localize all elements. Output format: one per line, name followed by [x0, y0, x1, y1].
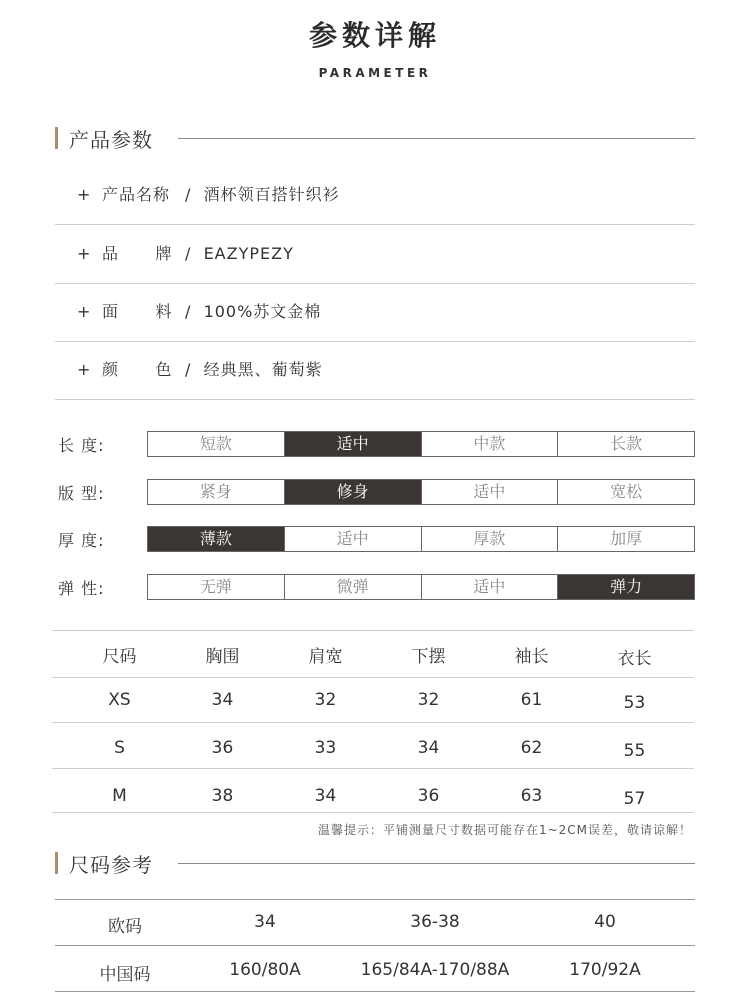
- table-cell: 38: [211, 786, 234, 806]
- table-row-line: [52, 722, 694, 723]
- ref-cell: 中国码: [99, 965, 151, 985]
- scale-label-thickness: 厚 度:: [58, 531, 105, 550]
- param-label: 产品名称: [102, 185, 171, 204]
- param-label: 面 料: [102, 302, 173, 321]
- scale-option-selected: 修身: [285, 480, 422, 504]
- section-divider-line: [178, 138, 695, 139]
- table-cell: 53: [623, 693, 646, 713]
- section-divider-line: [178, 863, 695, 864]
- section-accent-bar: [55, 852, 58, 874]
- ref-row-eu: [55, 912, 695, 936]
- scale-elasticity: [147, 574, 695, 600]
- table-row: [68, 690, 694, 713]
- ref-table-bottom-line: [55, 991, 695, 992]
- scale-option: 宽松: [610, 482, 643, 501]
- table-cell: 62: [520, 738, 543, 758]
- table-header-cell: 肩宽: [308, 647, 343, 667]
- scale-option: 中款: [422, 432, 559, 456]
- table-cell: M: [112, 786, 127, 806]
- table-header-cell: 衣长: [617, 649, 652, 669]
- table-cell: 32: [314, 690, 337, 710]
- plus-icon: +: [77, 185, 91, 204]
- table-cell: S: [114, 738, 125, 758]
- scale-option: 无弹: [148, 575, 285, 599]
- table-cell: 34: [417, 738, 440, 758]
- ref-cell: 40: [594, 912, 616, 932]
- param-label: 品 牌: [102, 244, 173, 263]
- scale-option: 适中: [422, 575, 559, 599]
- ref-cell: 170/92A: [569, 960, 641, 980]
- param-label: 颜 色: [102, 360, 173, 379]
- table-cell: 55: [623, 741, 646, 761]
- param-row-brand: [55, 225, 695, 284]
- table-cell: 34: [211, 690, 234, 710]
- table-cell: 61: [520, 690, 543, 710]
- scale-length: [147, 431, 695, 457]
- table-cell: XS: [108, 690, 131, 710]
- table-row-line: [52, 768, 694, 769]
- ref-cell: 36-38: [410, 912, 460, 932]
- ref-table-line: [55, 945, 695, 946]
- scale-option: 长款: [610, 434, 643, 453]
- scale-label-length: 长 度:: [58, 436, 105, 455]
- table-cell: 63: [520, 786, 543, 806]
- scale-option: 适中: [422, 480, 559, 504]
- scale-option-selected: 薄款: [148, 527, 285, 551]
- param-value: / 100%苏文金棉: [185, 302, 322, 321]
- plus-icon: +: [77, 244, 91, 263]
- ref-cell: 欧码: [108, 917, 142, 937]
- scale-label-elasticity: 弹 性:: [58, 579, 105, 598]
- scale-option: 紧身: [148, 480, 285, 504]
- scale-fit: [147, 479, 695, 505]
- table-row: [68, 738, 694, 761]
- plus-icon: +: [77, 302, 91, 321]
- ref-cell: 160/80A: [229, 960, 301, 980]
- table-cell: 36: [211, 738, 234, 758]
- ref-cell: 34: [254, 912, 276, 932]
- table-cell: 36: [417, 786, 440, 806]
- scale-option-selected: 适中: [285, 432, 422, 456]
- table-header-cell: 袖长: [514, 647, 549, 667]
- section-title-product: 产品参数: [69, 128, 153, 152]
- param-row-fabric: [55, 283, 695, 342]
- plus-icon: +: [77, 360, 91, 379]
- scale-thickness: [147, 526, 695, 552]
- ref-cell: 165/84A-170/88A: [360, 960, 510, 980]
- table-header-cell: 胸围: [205, 647, 240, 667]
- section-title-size-ref: 尺码参考: [69, 853, 153, 877]
- table-bottom-line: [52, 812, 694, 813]
- scale-option: 短款: [148, 432, 285, 456]
- section-accent-bar: [55, 127, 58, 149]
- size-note: 温馨提示：平铺测量尺寸数据可能存在1~2CM误差，敬请谅解！: [317, 823, 692, 837]
- param-value: / 酒杯领百搭针织衫: [185, 185, 340, 204]
- table-cell: 34: [314, 786, 337, 806]
- table-row-line: [52, 677, 694, 678]
- param-value: / 经典黑、葡萄紫: [185, 360, 323, 379]
- table-cell: 32: [417, 690, 440, 710]
- param-value: / EAZYPEZY: [185, 244, 294, 263]
- scale-option: 厚款: [422, 527, 559, 551]
- table-row: [68, 786, 694, 809]
- scale-label-fit: 版 型:: [58, 484, 105, 503]
- table-top-line: [52, 630, 694, 631]
- table-cell: 57: [623, 789, 646, 809]
- ref-row-cn: [55, 960, 695, 984]
- param-row-name: [55, 166, 695, 225]
- table-header-row: [68, 642, 694, 669]
- page-subtitle: PARAMETER: [318, 66, 432, 80]
- table-header-cell: 尺码: [102, 647, 137, 667]
- page-title: 参数详解: [308, 19, 441, 52]
- table-cell: 33: [314, 738, 337, 758]
- ref-table-top-line: [55, 899, 695, 900]
- scale-option: 适中: [285, 527, 422, 551]
- scale-option: 加厚: [610, 529, 643, 548]
- table-header-cell: 下摆: [411, 647, 446, 667]
- param-row-color: [55, 341, 695, 400]
- scale-option: 微弹: [285, 575, 422, 599]
- scale-option-selected: 弹力: [558, 575, 694, 599]
